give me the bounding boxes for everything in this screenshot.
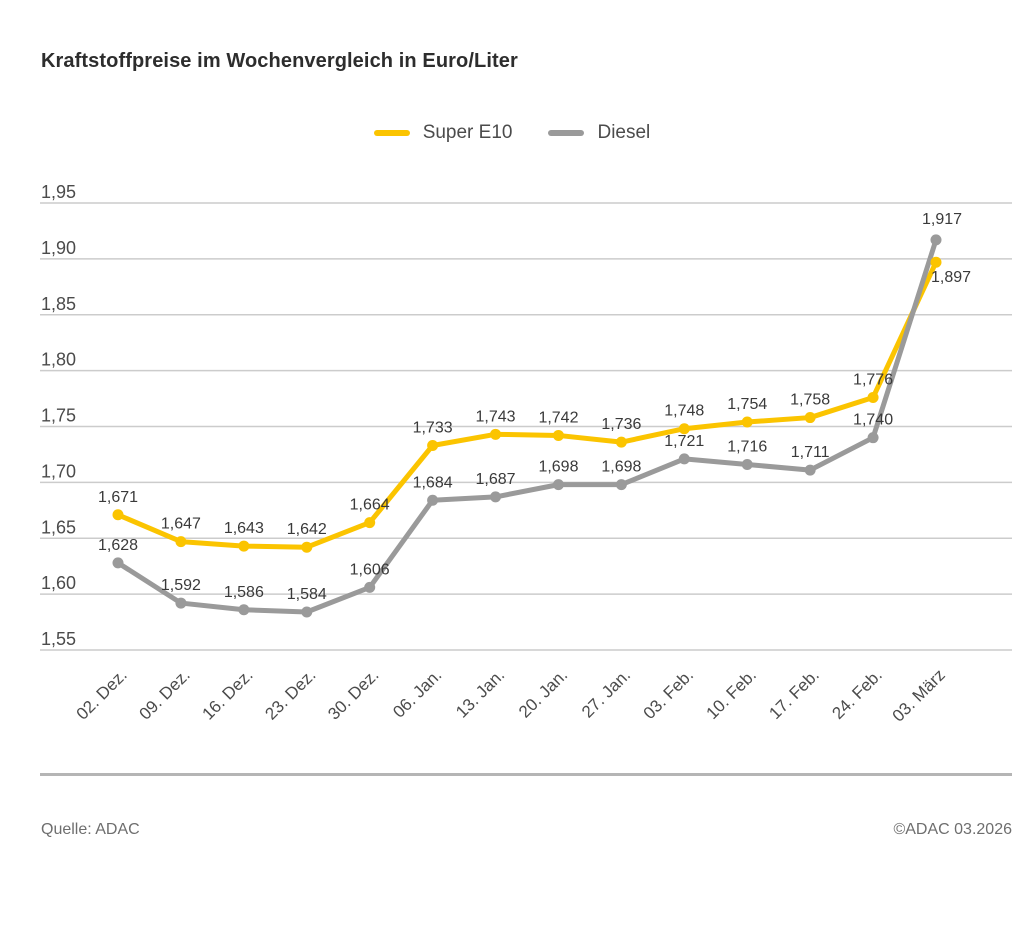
copyright-text: ©ADAC 03.2026 xyxy=(893,821,1012,838)
y-tick-label: 1,95 xyxy=(41,182,77,202)
data-point xyxy=(616,437,627,448)
x-tick-label: 03. März xyxy=(888,665,949,726)
source-text: Quelle: ADAC xyxy=(41,821,140,838)
x-tick-label: 03. Feb. xyxy=(639,665,698,723)
legend-label: Diesel xyxy=(597,122,651,143)
data-point-label: 1,733 xyxy=(412,419,453,437)
data-point-label: 1,698 xyxy=(538,458,579,476)
data-point xyxy=(427,495,438,506)
footer-divider xyxy=(40,773,1012,776)
data-point-label: 1,687 xyxy=(475,470,516,488)
data-point xyxy=(868,432,879,443)
data-point xyxy=(238,604,249,615)
data-point-label: 1,684 xyxy=(412,474,453,492)
legend-label: Super E10 xyxy=(422,122,513,143)
data-point-label: 1,754 xyxy=(727,396,768,414)
y-tick-label: 1,70 xyxy=(41,461,77,482)
data-point xyxy=(490,429,501,440)
x-tick-label: 02. Dez. xyxy=(72,665,131,724)
data-point xyxy=(490,491,501,502)
data-point xyxy=(805,412,816,423)
x-tick-label: 23. Dez. xyxy=(261,665,320,724)
data-point xyxy=(553,430,564,441)
data-point-label: 1,671 xyxy=(97,488,139,506)
x-tick-label: 06. Jan. xyxy=(389,665,446,722)
data-point-label: 1,748 xyxy=(664,402,705,420)
data-point xyxy=(113,509,124,520)
data-point-label: 1,643 xyxy=(223,520,264,538)
data-point xyxy=(113,557,124,568)
data-point xyxy=(742,459,753,470)
y-tick-label: 1,55 xyxy=(41,629,77,649)
y-tick-label: 1,60 xyxy=(41,573,77,594)
x-tick-label: 16. Dez. xyxy=(198,665,257,724)
y-tick-label: 1,80 xyxy=(41,349,77,370)
x-tick-label: 17. Feb. xyxy=(765,665,823,723)
data-point xyxy=(805,465,816,476)
data-point xyxy=(364,582,375,593)
x-tick-label: 27. Jan. xyxy=(577,665,635,722)
data-point-label: 1,716 xyxy=(727,438,768,456)
data-point-label: 1,584 xyxy=(286,586,327,604)
y-tick-label: 1,85 xyxy=(41,293,77,314)
x-tick-label: 09. Dez. xyxy=(135,665,194,724)
data-point-label: 1,742 xyxy=(538,409,579,427)
chart-title: Kraftstoffpreise im Wochenvergleich in Euro/Liter xyxy=(41,50,518,72)
data-point-label: 1,592 xyxy=(160,577,201,595)
data-point xyxy=(301,607,312,618)
data-point xyxy=(616,479,627,490)
data-point-label: 1,743 xyxy=(475,408,516,426)
data-point xyxy=(238,541,249,552)
y-tick-label: 1,75 xyxy=(41,405,77,426)
x-tick-label: 30. Dez. xyxy=(324,665,383,724)
data-point-label: 1,740 xyxy=(853,411,894,429)
data-point-label: 1,711 xyxy=(790,444,830,462)
data-point xyxy=(175,598,186,609)
data-point xyxy=(301,542,312,553)
data-point-label: 1,642 xyxy=(286,521,327,539)
data-point xyxy=(742,417,753,428)
x-tick-label: 20. Jan. xyxy=(515,665,572,722)
data-point-label: 1,758 xyxy=(790,391,831,409)
data-point-label: 1,917 xyxy=(921,210,963,228)
y-tick-label: 1,65 xyxy=(41,517,77,538)
data-point xyxy=(427,440,438,451)
data-point xyxy=(868,392,879,403)
data-point-label: 1,664 xyxy=(349,496,390,514)
data-point xyxy=(364,517,375,528)
data-point-label: 1,736 xyxy=(601,416,642,434)
data-point xyxy=(553,479,564,490)
data-point-label: 1,647 xyxy=(160,515,201,533)
x-tick-label: 24. Feb. xyxy=(828,665,886,723)
x-tick-label: 10. Feb. xyxy=(702,665,761,723)
x-tick-label: 13. Jan. xyxy=(452,665,509,722)
data-point-label: 1,897 xyxy=(930,269,972,287)
data-point-label: 1,721 xyxy=(664,432,705,450)
y-tick-label: 1,90 xyxy=(41,237,77,258)
data-point-label: 1,586 xyxy=(223,583,264,601)
data-point-label: 1,628 xyxy=(97,536,139,554)
data-point xyxy=(931,234,942,245)
data-point-label: 1,698 xyxy=(601,458,642,476)
data-point-label: 1,606 xyxy=(349,561,390,579)
data-point xyxy=(679,453,690,464)
data-point xyxy=(931,257,942,268)
data-point-label: 1,776 xyxy=(853,371,894,389)
footer xyxy=(41,821,1012,839)
data-point xyxy=(175,536,186,547)
